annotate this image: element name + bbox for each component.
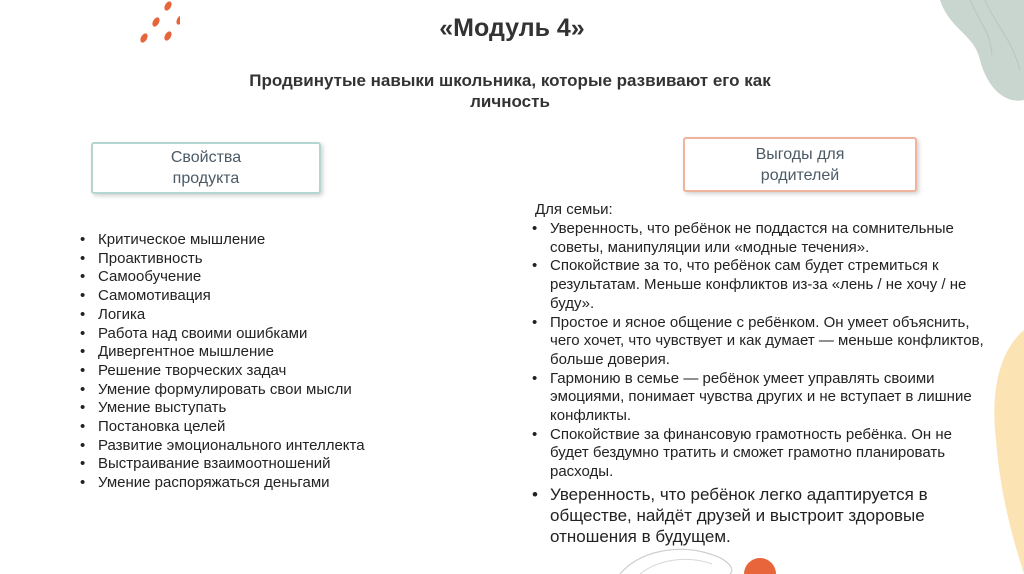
benefits-list xyxy=(532,220,988,547)
list-item: • Выстраивание взаимоотношений xyxy=(80,455,365,474)
parent-benefits-label: Выгоды для родителей xyxy=(755,145,845,184)
list-item: • Работа над своими ошибками xyxy=(80,325,365,344)
list-item: • Постановка целей xyxy=(80,418,365,437)
list-item: • Спокойствие за то, что ребёнок сам будет стремиться к результатам. Меньше конфликтов из-за «лень / не хочу / не буду». xyxy=(532,257,988,313)
list-item: • Гармонию в семье — ребёнок умеет управлять своими эмоциями, понимает чувства других и не вступает в лишние конфликты. xyxy=(532,370,988,426)
skills-list xyxy=(80,231,365,493)
list-item: • Решение творческих задач xyxy=(80,362,365,381)
product-properties-box xyxy=(91,142,321,194)
list-item: • Критическое мышление xyxy=(80,231,365,250)
list-item: • Проактивность xyxy=(80,250,365,269)
page-title: «Модуль 4» xyxy=(439,14,585,42)
list-item: • Дивергентное мышление xyxy=(80,343,365,362)
list-item: • Логика xyxy=(80,306,365,325)
list-item: • Самообучение xyxy=(80,268,365,287)
product-properties-label: Свойства продукта xyxy=(170,149,242,187)
parent-benefits-box xyxy=(683,137,917,192)
list-item: • Уверенность, что ребёнок легко адаптируется в обществе, найдёт друзей и выстроит здоровые отношения в будущем. xyxy=(532,484,988,547)
family-label: Для семьи: xyxy=(535,201,613,218)
list-item: • Умение выступать xyxy=(80,399,365,418)
list-item: • Умение распоряжаться деньгами xyxy=(80,474,365,493)
list-item: • Уверенность, что ребёнок не поддастся на сомнительные советы, манипуляции или «модные течения». xyxy=(532,220,988,257)
list-item: • Развитие эмоционального интеллекта xyxy=(80,437,365,456)
list-item: • Умение формулировать свои мысли xyxy=(80,381,365,400)
page-subtitle: Продвинутые навыки школьника, которые развивают его как личность xyxy=(249,71,771,111)
list-item: • Спокойствие за финансовую грамотность ребёнка. Он не будет бездумно тратить и сможет грамотно планировать расходы. xyxy=(532,426,988,482)
list-item: • Простое и ясное общение с ребёнком. Он умеет объяснить, чего хочет, что чувствует и как думает — меньше конфликтов, больше доверия. xyxy=(532,314,988,370)
list-item: • Самомотивация xyxy=(80,287,365,306)
yellow-blob-decoration xyxy=(990,330,1024,574)
